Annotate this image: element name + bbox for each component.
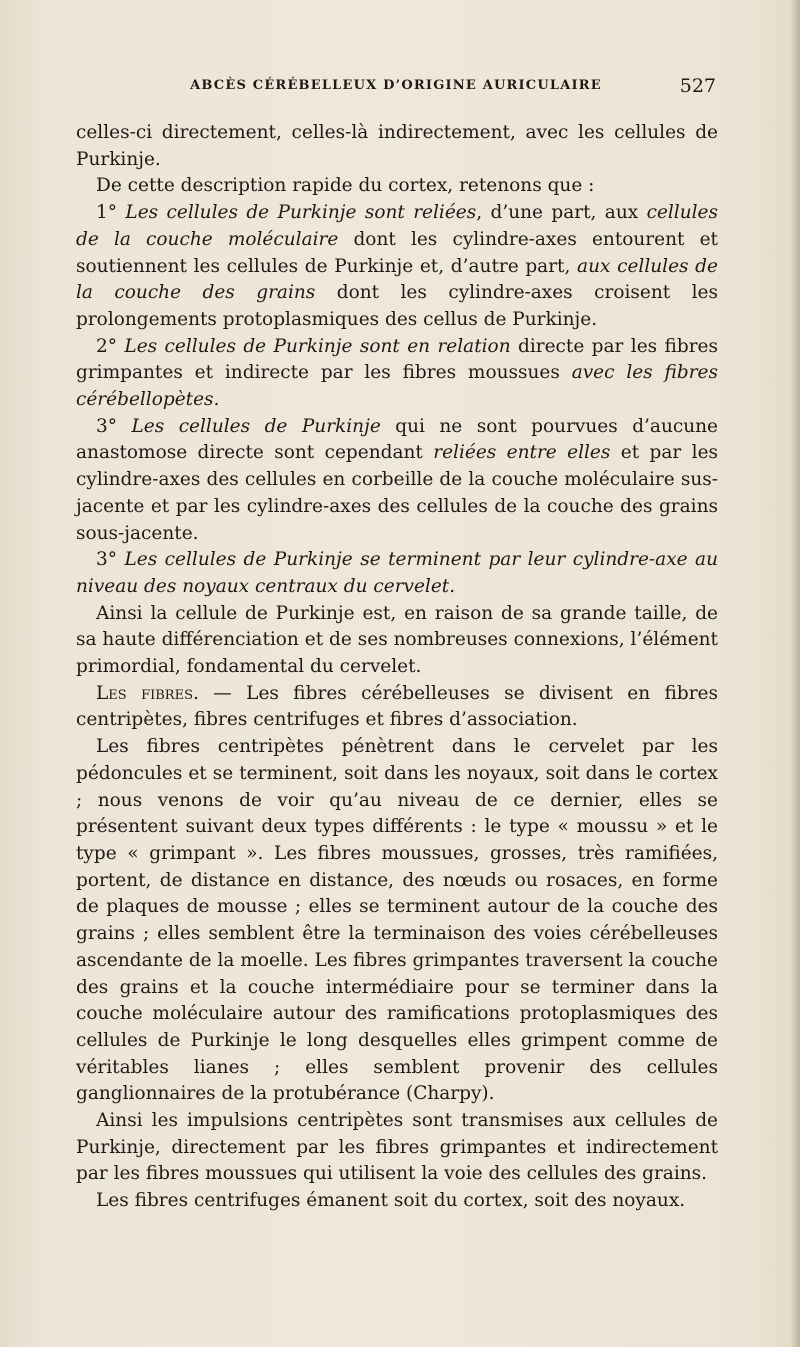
paragraph [76, 734, 718, 1108]
page-header [76, 75, 716, 102]
text-run: directe par les fibres grimpantes et indirecte par les fibres moussues [76, 335, 719, 384]
section-heading: Les fibres. [96, 682, 199, 704]
paragraph [76, 1108, 718, 1188]
paragraph [76, 173, 718, 200]
text-run: 3° [96, 549, 125, 571]
page-number: 527 [679, 75, 716, 97]
italic-text: Les cellules de Purkinje sont reliées [125, 202, 477, 224]
text-run: De cette description rapide du cortex, retenons que : [96, 175, 595, 197]
text-run: 1° [96, 202, 126, 224]
text-run: dont les cylindre-axes entourent et soutiennent les cellules de Purkinje et, d’autre part, [76, 228, 718, 277]
text-run: 2° [96, 335, 125, 357]
text-run: 3° [96, 415, 132, 437]
page-edge-shadow [790, 0, 800, 1347]
italic-text: cellules de la couche moléculaire [76, 202, 718, 250]
italic-text: reliées entre elles [433, 442, 611, 464]
text-run: celles-ci directement, celles-là indirectement, avec les cellules de Purkinje. [76, 122, 718, 170]
paragraph [76, 547, 718, 600]
paragraph [76, 1188, 718, 1215]
paragraph [76, 601, 718, 681]
text-run: Les fibres centripètes pénètrent dans le cervelet par les pédoncules et se terminent, soit dans les noyaux, soit dans le cortex ; nous venons de voir qu’au niveau de ce dernier, elles se présentent suivant deux types différents : le type « moussu » et le type « grimpant ». Les fibres moussues, grosses, très ramifiées, portent, de distance en distance, des nœuds ou rosaces, en forme de plaques de mousse ; elles se terminent autour de la couche des grains ; elles semblent être la terminaison des voies cérébelleuses ascendante de la moelle. Les fibres grimpantes traversent la couche des grains et la couche intermédiaire pour se terminer dans la couche moléculaire autour des ramifications protoplasmiques des cellules de Purkinje le long desquelles elles grimpent comme de véritables lianes ; elles semblent provenir des cellules ganglionnaires de la protubérance (Charpy). [76, 736, 718, 1105]
text-run: , d’une part, aux [476, 202, 647, 224]
paragraph [76, 414, 718, 548]
running-title: ABCÈS CÉRÉBELLEUX D’ORIGINE AURICULAIRE [190, 78, 602, 93]
italic-text: Les cellules de Purkinje sont en relation [124, 335, 511, 357]
paragraph [76, 120, 718, 173]
text-run: qui ne sont pourvues d’aucune anastomose directe sont cependant [76, 415, 718, 464]
italic-text: aux cellules de la couche des grains [76, 255, 718, 304]
body-text [76, 120, 718, 1215]
text-run: Ainsi les impulsions centripètes sont transmises aux cellules de Purkinje, directement par les fibres grimpantes et indirectement par les fibres moussues qui utilisent la voie des cellules des grains. [76, 1110, 718, 1185]
text-run: Ainsi la cellule de Purkinje est, en raison de sa grande taille, de sa haute différenciation et de ses nombreuses connexions, l’élément primordial, fondamental du cervelet. [76, 602, 718, 678]
italic-text: Les cellules de Purkinje [131, 415, 381, 437]
text-run: — Les fibres cérébelleuses se divisent en fibres centripètes, fibres centrifuges et fibres d’association. [76, 682, 718, 731]
text-run: Les fibres centrifuges émanent soit du cortex, soit des noyaux. [96, 1190, 686, 1212]
paragraph [76, 200, 718, 334]
text-run: dont les cylindre-axes croisent les prolongements protoplasmiques des cellus de Purkinje. [76, 282, 718, 330]
italic-text: avec les fibres cérébellopètes. [76, 362, 718, 411]
italic-text: Les cellules de Purkinje se terminent par leur cylindre-axe au niveau des noyaux centraux du cervelet. [76, 549, 718, 597]
paragraph [76, 681, 718, 734]
text-run: et par les cylindre-axes des cellules en corbeille de la couche moléculaire sus-jacente et par les cylindre-axes des cellules de la couche des grains sous-jacente. [76, 442, 719, 544]
paragraph [76, 334, 718, 414]
